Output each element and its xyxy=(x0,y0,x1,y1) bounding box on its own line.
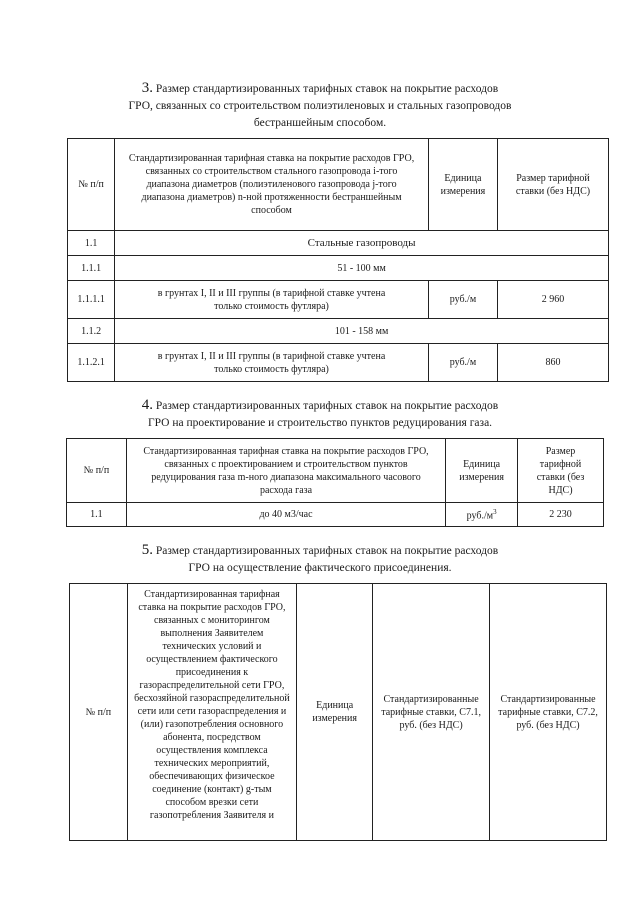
row-number: 1.1 xyxy=(68,231,115,256)
section-3-title-line-1: Размер стандартизированных тарифных ставок на покрытие расходов xyxy=(155,83,499,95)
row-description: до 40 м3/час xyxy=(126,503,445,527)
row-unit: руб./м xyxy=(428,281,497,319)
section-5-title-line-2: ГРО на осуществление фактического присоединения. xyxy=(188,562,452,574)
section-5-title-line-1: Размер стандартизированных тарифных ставок на покрытие расходов xyxy=(155,545,499,557)
header-rate-c72: Стандартизированные тарифные ставки, С7.2, руб. (без НДС) xyxy=(490,584,607,841)
row-group-label: 51 - 100 мм xyxy=(115,256,609,281)
row-group-label: 101 - 158 мм xyxy=(115,319,609,344)
row-unit: руб./м xyxy=(428,344,497,382)
table-row xyxy=(68,344,609,382)
section-4-table xyxy=(66,438,604,527)
row-unit-superscript: 3 xyxy=(493,508,497,517)
section-4-number: 4. xyxy=(141,397,154,413)
header-rate: Размер тарифной ставки (без НДС) xyxy=(518,439,604,503)
header-description: Стандартизированная тарифная ставка на покрытие расходов ГРО, связанных со строительством стального газопровода i-того диапазона диаметров (полиэтиленового газопровода j-того диапазона диаметров) n-ной протяженности бестраншейным способом xyxy=(115,139,429,231)
section-4-title-line-2: ГРО на проектирование и строительство пунктов редуцирования газа. xyxy=(147,417,493,429)
row-number: 1.1 xyxy=(67,503,127,527)
header-rate-c71: Стандартизированные тарифные ставки, С7.1, руб. (без НДС) xyxy=(373,584,490,841)
header-number: № п/п xyxy=(68,139,115,231)
row-value: 2 960 xyxy=(497,281,608,319)
table-header-row xyxy=(70,584,607,841)
table-row xyxy=(68,281,609,319)
row-value: 860 xyxy=(497,344,608,382)
table-row xyxy=(67,503,604,527)
header-description: Стандартизированная тарифная ставка на покрытие расходов ГРО, связанных с проектированием и строительством пунктов редуцирования газа m-ного диапазона максимального часового расхода газа xyxy=(126,439,445,503)
header-number: № п/п xyxy=(67,439,127,503)
section-3-heading xyxy=(0,80,640,132)
row-number: 1.1.2 xyxy=(68,319,115,344)
section-5-table xyxy=(69,583,607,841)
table-row xyxy=(68,319,609,344)
row-number: 1.1.1.1 xyxy=(68,281,115,319)
row-description: в грунтах I, II и III группы (в тарифной ставке учтена только стоимость футляра) xyxy=(115,344,429,382)
row-unit xyxy=(446,503,518,527)
section-4-heading xyxy=(0,397,640,432)
header-unit: Единица измерения xyxy=(428,139,497,231)
section-5-number: 5. xyxy=(141,542,154,558)
header-rate: Размер тарифной ставки (без НДС) xyxy=(497,139,608,231)
section-3-table xyxy=(67,138,609,382)
header-description: Стандартизированная тарифная ставка на покрытие расходов ГРО, связанных с мониторингом выполнения Заявителем технических условий и осуществлением фактического присоединения к газораспределительной сети ГРО, бесхозяйной газораспределительной сети или сети газораспределения и (или) газопотребления основного абонента, посредством осуществления комплекса технических мероприятий, обеспечивающих физическое соединение (контакт) g-тым способом врезки сети газопотребления Заявителя и xyxy=(127,584,297,841)
section-4-title-line-1: Размер стандартизированных тарифных ставок на покрытие расходов xyxy=(155,400,499,412)
row-value: 2 230 xyxy=(518,503,604,527)
row-description: в грунтах I, II и III группы (в тарифной ставке учтена только стоимость футляра) xyxy=(115,281,429,319)
header-unit: Единица измерения xyxy=(297,584,373,841)
table-row xyxy=(68,256,609,281)
header-number: № п/п xyxy=(70,584,128,841)
row-group-label: Стальные газопроводы xyxy=(115,231,609,256)
row-number: 1.1.2.1 xyxy=(68,344,115,382)
section-5-heading xyxy=(0,542,640,577)
section-3-number: 3. xyxy=(141,80,154,96)
table-header-row xyxy=(68,139,609,231)
section-3-title-line-2: ГРО, связанных со строительством полиэтиленовых и стальных газопроводов xyxy=(128,100,512,112)
row-unit-text: руб./м xyxy=(466,510,494,522)
section-3-title-line-3: бестраншейным способом. xyxy=(253,117,387,129)
header-unit: Единица измерения xyxy=(446,439,518,503)
row-number: 1.1.1 xyxy=(68,256,115,281)
table-header-row xyxy=(67,439,604,503)
table-row xyxy=(68,231,609,256)
